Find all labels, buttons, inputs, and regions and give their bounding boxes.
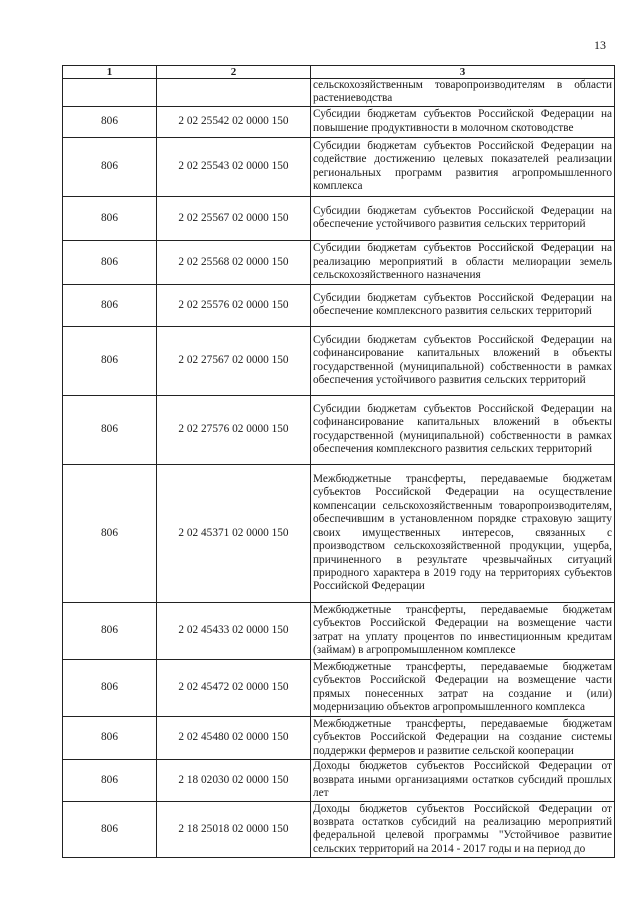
admin-code-cell: 806 <box>63 659 157 716</box>
description-cell: Межбюджетные трансферты, передаваемые бюджетам субъектов Российской Федерации на осуществление компенсации сельскохозяйственным товаропроизводителям, обеспечившим в установленном порядке страховую защиту своих имущественных интересов, связанных с производством сельскохозяйственной продукции, ущерба, причиненного в результате чрезвычайных ситуаций природного характера в 2019 году на территориях субъектов Российской Федерации <box>311 464 615 602</box>
table-row <box>63 79 615 107</box>
description-cell: Субсидии бюджетам субъектов Российской Федерации на софинансирование капитальных вложений в объекты государственной (муниципальной) собственности в рамках обеспечения устойчивого развития сельских территорий <box>311 326 615 395</box>
table-row <box>63 801 615 857</box>
admin-code-cell: 806 <box>63 196 157 240</box>
kbk-code-cell: 2 02 25568 02 0000 150 <box>157 240 311 284</box>
description-cell: Доходы бюджетов субъектов Российской Федерации от возврата иными организациями остатков субсидий прошлых лет <box>311 759 615 801</box>
kbk-code-cell: 2 02 45433 02 0000 150 <box>157 602 311 659</box>
admin-code-cell <box>63 79 157 107</box>
column-header: 2 <box>157 66 311 79</box>
kbk-code-cell: 2 02 45472 02 0000 150 <box>157 659 311 716</box>
description-cell: Субсидии бюджетам субъектов Российской Федерации на содействие достижению целевых показателей реализации региональных программ развития агропромышленного комплекса <box>311 137 615 196</box>
admin-code-cell: 806 <box>63 759 157 801</box>
kbk-code-cell: 2 18 02030 02 0000 150 <box>157 759 311 801</box>
kbk-code-cell: 2 02 27567 02 0000 150 <box>157 326 311 395</box>
kbk-code-cell: 2 02 25543 02 0000 150 <box>157 137 311 196</box>
kbk-code-cell: 2 02 25567 02 0000 150 <box>157 196 311 240</box>
table-row <box>63 716 615 759</box>
admin-code-cell: 806 <box>63 801 157 857</box>
description-cell: Межбюджетные трансферты, передаваемые бюджетам субъектов Российской Федерации на возмещение части затрат на уплату процентов по инвестиционным кредитам (займам) в агропромышленном комплексе <box>311 602 615 659</box>
table-row <box>63 326 615 395</box>
description-cell: Межбюджетные трансферты, передаваемые бюджетам субъектов Российской Федерации на создание системы поддержки фермеров и развитие сельской кооперации <box>311 716 615 759</box>
admin-code-cell: 806 <box>63 326 157 395</box>
column-header: 3 <box>311 66 615 79</box>
admin-code-cell: 806 <box>63 284 157 326</box>
description-cell: Межбюджетные трансферты, передаваемые бюджетам субъектов Российской Федерации на возмещение части прямых понесенных затрат на создание и (или) модернизацию объектов агропромышленного комплекса <box>311 659 615 716</box>
table-row <box>63 196 615 240</box>
table-row <box>63 106 615 137</box>
admin-code-cell: 806 <box>63 240 157 284</box>
page-number: 13 <box>594 38 606 52</box>
kbk-code-cell: 2 02 45480 02 0000 150 <box>157 716 311 759</box>
table-row <box>63 464 615 602</box>
description-cell: Субсидии бюджетам субъектов Российской Федерации на обеспечение устойчивого развития сельских территорий <box>311 196 615 240</box>
description-cell: Субсидии бюджетам субъектов Российской Федерации на софинансирование капитальных вложений в объекты государственной (муниципальной) собственности в рамках обеспечения комплексного развития сельских территорий <box>311 395 615 464</box>
kbk-code-cell: 2 02 25542 02 0000 150 <box>157 106 311 137</box>
table-row <box>63 395 615 464</box>
table-row <box>63 659 615 716</box>
column-header: 1 <box>63 66 157 79</box>
admin-code-cell: 806 <box>63 137 157 196</box>
table-header-row <box>63 66 615 79</box>
admin-code-cell: 806 <box>63 716 157 759</box>
description-cell: Доходы бюджетов субъектов Российской Федерации от возврата остатков субсидий на реализацию мероприятий федеральной целевой программы "Устойчивое развитие сельских территорий на 2014 - 2017 годы и на период до <box>311 801 615 857</box>
description-cell: сельскохозяйственным товаропроизводителям в области растениеводства <box>311 79 615 107</box>
kbk-code-cell: 2 02 27576 02 0000 150 <box>157 395 311 464</box>
description-cell: Субсидии бюджетам субъектов Российской Федерации на обеспечение комплексного развития сельских территорий <box>311 284 615 326</box>
revenue-codes-table <box>62 65 615 858</box>
table-row <box>63 284 615 326</box>
table-row <box>63 602 615 659</box>
table-row <box>63 759 615 801</box>
kbk-code-cell: 2 18 25018 02 0000 150 <box>157 801 311 857</box>
description-cell: Субсидии бюджетам субъектов Российской Федерации на повышение продуктивности в молочном скотоводстве <box>311 106 615 137</box>
admin-code-cell: 806 <box>63 395 157 464</box>
table-row <box>63 137 615 196</box>
kbk-code-cell: 2 02 25576 02 0000 150 <box>157 284 311 326</box>
kbk-code-cell: 2 02 45371 02 0000 150 <box>157 464 311 602</box>
kbk-code-cell <box>157 79 311 107</box>
table-row <box>63 240 615 284</box>
description-cell: Субсидии бюджетам субъектов Российской Федерации на реализацию мероприятий в области мелиорации земель сельскохозяйственного назначения <box>311 240 615 284</box>
admin-code-cell: 806 <box>63 106 157 137</box>
admin-code-cell: 806 <box>63 602 157 659</box>
admin-code-cell: 806 <box>63 464 157 602</box>
